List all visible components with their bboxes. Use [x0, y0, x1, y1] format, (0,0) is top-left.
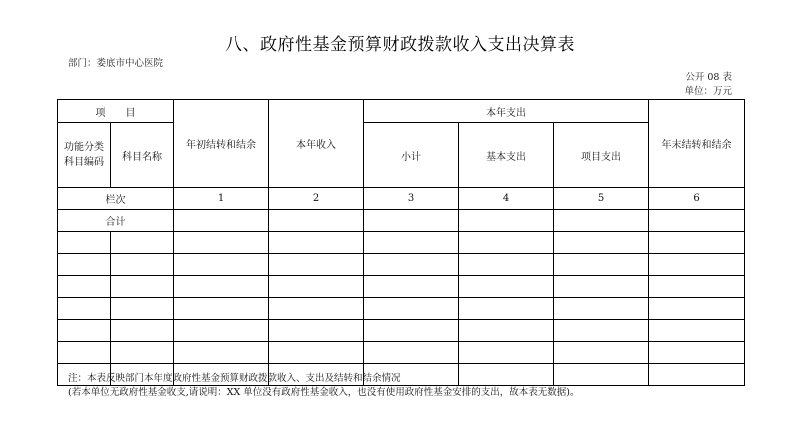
table-cell [554, 298, 649, 320]
table-cell [174, 298, 269, 320]
column-index-label: 栏次 [58, 188, 174, 210]
table-cell [58, 232, 111, 254]
column-number-5: 5 [554, 188, 649, 210]
table-cell [269, 254, 364, 276]
table-cell [364, 298, 459, 320]
table-row [58, 320, 745, 342]
column-index-row [58, 188, 745, 210]
header-project-expense: 项目支出 [554, 123, 649, 188]
table-meta [684, 71, 732, 99]
table-cell [111, 320, 174, 342]
table-cell [649, 364, 745, 386]
column-number-1: 1 [174, 188, 269, 210]
table-cell [649, 210, 745, 232]
table-cell [111, 254, 174, 276]
table-row [58, 342, 745, 364]
fund-table [57, 99, 745, 386]
table-cell [554, 232, 649, 254]
table-cell [459, 320, 554, 342]
table-cell [58, 254, 111, 276]
table-cell [269, 342, 364, 364]
header-row-2 [58, 123, 745, 188]
header-project: 项 目 [58, 100, 174, 123]
table-cell [174, 232, 269, 254]
table-cell [364, 210, 459, 232]
header-annual-income: 本年收入 [269, 100, 364, 188]
table-cell [459, 232, 554, 254]
header-func-code-line1: 功能分类 [64, 142, 104, 153]
header-subject-name: 科目名称 [111, 123, 174, 188]
table-cell [174, 210, 269, 232]
header-opening-balance: 年初结转和结余 [174, 100, 269, 188]
table-cell [364, 320, 459, 342]
header-closing-balance: 年末结转和结余 [649, 100, 745, 188]
table-cell [364, 254, 459, 276]
table-cell [554, 320, 649, 342]
table-cell [269, 320, 364, 342]
table-code: 公开 08 表 [685, 72, 732, 83]
total-label: 合计 [58, 210, 174, 232]
header-basic-expense: 基本支出 [459, 123, 554, 188]
table-cell [649, 320, 745, 342]
table-cell [554, 210, 649, 232]
total-row [58, 210, 745, 232]
table-cell [111, 298, 174, 320]
table-cell [554, 276, 649, 298]
table-notes [68, 372, 579, 400]
table-cell [58, 276, 111, 298]
table-cell [174, 320, 269, 342]
table-row [58, 232, 745, 254]
unit-name: 部门：娄底市中心医院 [68, 58, 164, 69]
table-cell [269, 298, 364, 320]
table-cell [364, 276, 459, 298]
table-cell [58, 320, 111, 342]
table-cell [554, 254, 649, 276]
note-line-1: 注：本表反映部门本年度政府性基金预算财政拨款收入、支出及结转和结余情况 [68, 373, 401, 384]
table-cell [269, 276, 364, 298]
table-cell [649, 342, 745, 364]
header-row-1 [58, 100, 745, 123]
currency-unit: 单位：万元 [684, 86, 732, 97]
table-row [58, 254, 745, 276]
header-annual-expense: 本年支出 [364, 100, 649, 123]
table-cell [111, 342, 174, 364]
table-cell [174, 254, 269, 276]
table-cell [459, 210, 554, 232]
header-subtotal: 小计 [364, 123, 459, 188]
header-func-code [58, 123, 111, 188]
table-cell [459, 298, 554, 320]
table-cell [58, 298, 111, 320]
column-number-4: 4 [459, 188, 554, 210]
table-cell [269, 210, 364, 232]
note-line-2: (若本单位无政府性基金收支,请说明：XX 单位没有政府性基金收入，也没有使用政府性基金安排的支出，故本表无数据)。 [68, 387, 580, 398]
table-cell [649, 254, 745, 276]
table-row [58, 276, 745, 298]
table-cell [649, 232, 745, 254]
table-cell [364, 232, 459, 254]
table-cell [111, 232, 174, 254]
table-cell [269, 232, 364, 254]
table-cell [649, 276, 745, 298]
table-cell [459, 276, 554, 298]
table-cell [649, 298, 745, 320]
table-cell [459, 254, 554, 276]
table-cell [459, 342, 554, 364]
column-number-2: 2 [269, 188, 364, 210]
table-cell [111, 276, 174, 298]
table-cell [554, 342, 649, 364]
table-cell [174, 276, 269, 298]
document-title: 八、政府性基金预算财政拨款收入支出决算表 [225, 35, 575, 55]
column-number-6: 6 [649, 188, 745, 210]
table-row [58, 298, 745, 320]
column-number-3: 3 [364, 188, 459, 210]
table-cell [58, 342, 111, 364]
table-cell [174, 342, 269, 364]
table-cell [364, 342, 459, 364]
header-func-code-line2: 科目编码 [64, 157, 104, 168]
